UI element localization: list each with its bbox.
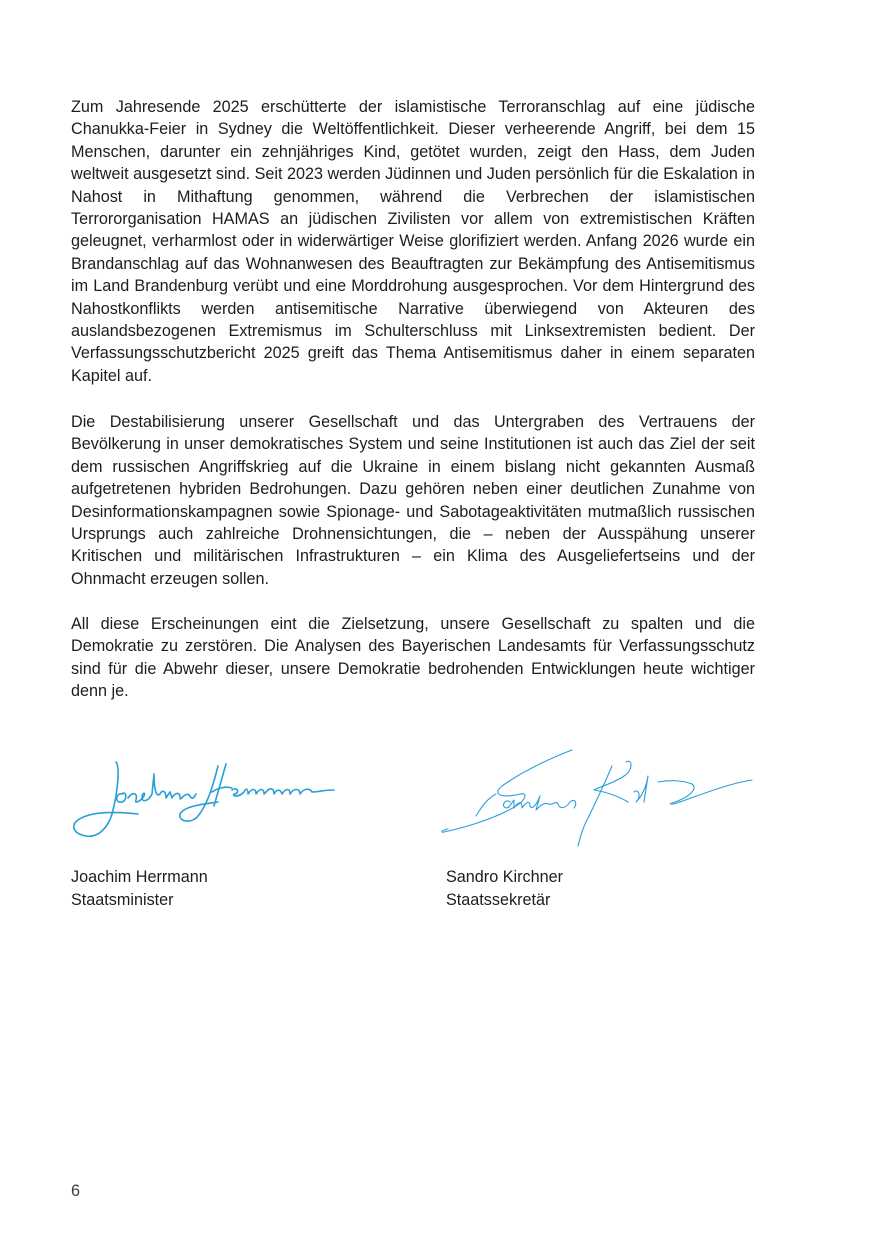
signatory-herrmann (71, 866, 208, 912)
body-paragraph-2: Die Destabilisierung unserer Gesellschaft und das Untergraben des Vertrauens der Bevölkerung in unser demokratisches System und seine Institutionen ist auch das Ziel der seit dem russischen Angriffskrieg auf die Ukraine in einem bislang nicht gekannten Ausmaß aufgetretenen hybriden Bedrohungen. Dazu gehören neben einer deutlichen Zunahme von Desinformationskampagnen sowie Spionage- und Sabotageaktivitäten mutmaßlich russischen Ursprungs auch zahlreiche Drohnensichtungen, die – neben der Ausspähung unserer Kritischen und militärischen Infrastrukturen – ein Klima des Ausgeliefertseins und der Ohnmacht erzeugen sollen. (71, 413, 755, 588)
page-number: 6 (71, 1182, 81, 1200)
body-paragraph-3: All diese Erscheinungen eint die Zielsetzung, unsere Gesellschaft zu spalten und die Demokratie zu zerstören. Die Analysen des Bayerischen Landesamts für Verfassungsschutz sind für die Abwehr dieser, unsere Demokratie bedrohenden Entwicklungen heute wichtiger denn je. (71, 615, 755, 701)
signatory-name: Sandro Kirchner (446, 868, 563, 886)
signature-herrmann-drawing (68, 752, 343, 847)
signature-herrmann (68, 752, 343, 847)
signature-kirchner (436, 740, 756, 850)
body-paragraph-1: Zum Jahresende 2025 erschütterte der islamistische Terroranschlag auf eine jüdische Chanukka-Feier in Sydney die Weltöffentlichkeit. Dieser verheerende Angriff, bei dem 15 Menschen, darunter ein zehnjähriges Kind, getötet wurden, zeigt den Hass, dem Juden weltweit ausgesetzt sind. Seit 2023 werden Jüdinnen und Juden persönlich für die Eskalation in Nahost in Mithaftung genommen, während die Verbrechen der islamistischen Terrororganisation HAMAS an jüdischen Zivilisten vor allem von extremistischen Kräften geleugnet, verharmlost oder in widerwärtiger Weise glorifiziert werden. Anfang 2026 wurde ein Brandanschlag auf das Wohnanwesen des Beauftragten zur Bekämpfung des Antisemitismus im Land Brandenburg verübt und eine Morddrohung ausgesprochen. Vor dem Hintergrund des Nahostkonflikts werden antisemitische Narrative überwiegend von Akteuren des auslandsbezogenen Extremismus im Schulterschluss mit Linksextremisten bedient. Der Verfassungsschutzbericht 2025 greift das Thema Antisemitismus daher in einem separaten Kapitel auf. (71, 98, 755, 385)
signatory-kirchner (446, 866, 563, 912)
signatory-title: Staatsminister (71, 891, 174, 909)
signature-kirchner-drawing (436, 740, 756, 850)
signatory-name: Joachim Herrmann (71, 868, 208, 886)
signatory-title: Staatssekretär (446, 891, 551, 909)
